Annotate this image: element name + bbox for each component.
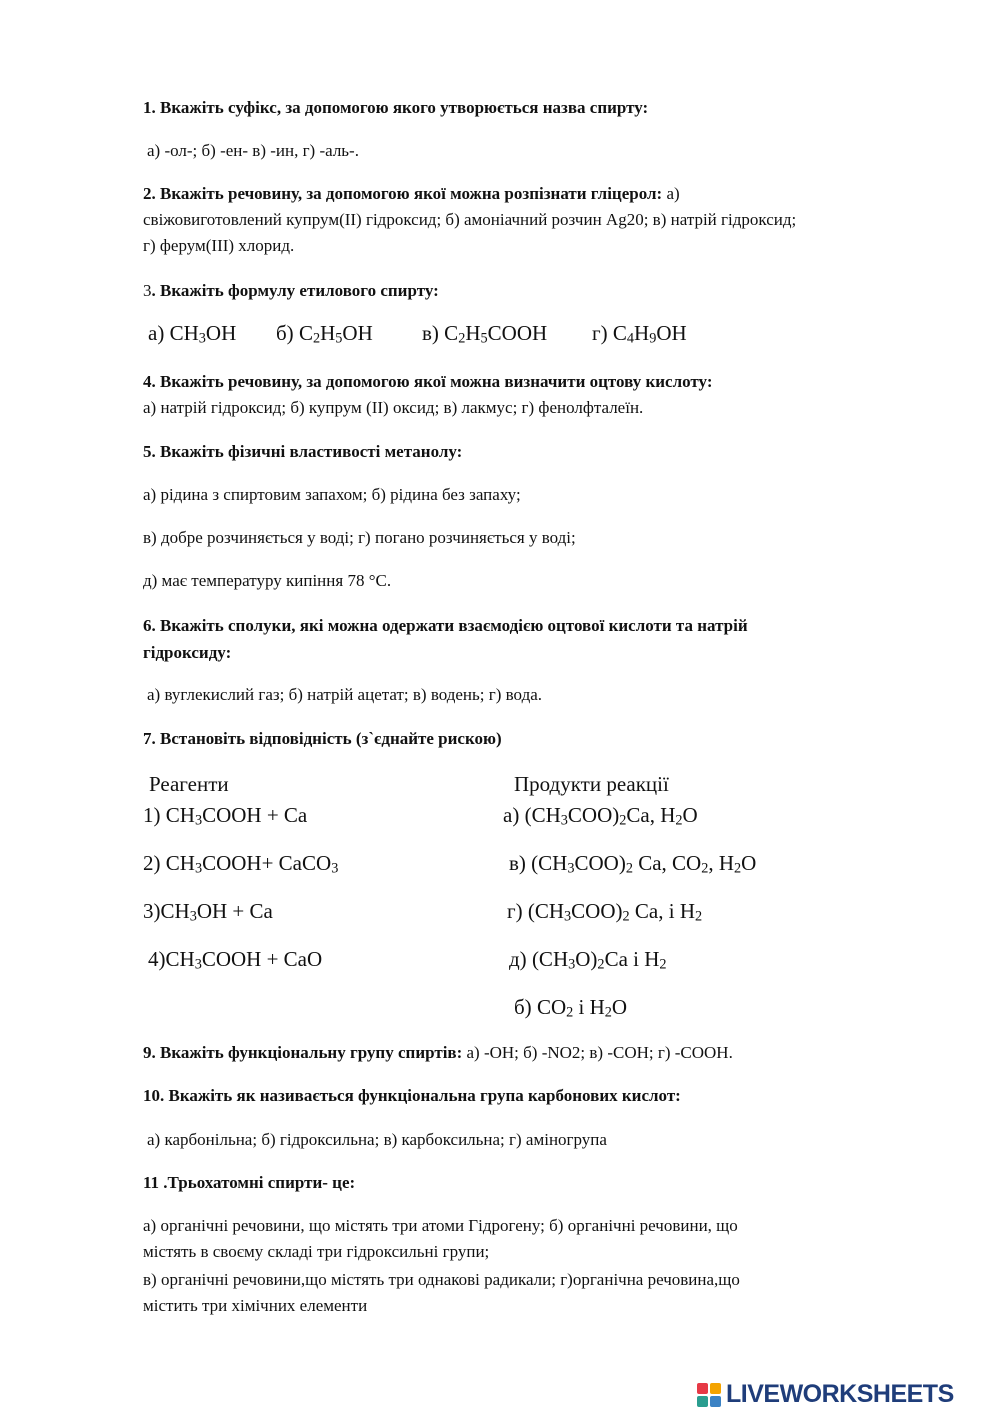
question-1-title: 1. Вкажіть суфікс, за допомогою якого утворюється назва спирту: <box>143 98 649 117</box>
question-4-title: 4. Вкажіть речовину, за допомогою якої можна визначити оцтову кислоту: <box>143 372 713 391</box>
liveworksheets-logo-icon <box>697 1383 721 1407</box>
question-2-line-3: г) ферум(III) хлорид. <box>143 236 295 255</box>
question-5-line-1: а) рідина з спиртовим запахом; б) рідина без запаху; <box>143 485 521 504</box>
question-2-title: 2. Вкажіть речовину, за допомогою якої можна розпізнати гліцерол: <box>143 184 663 203</box>
question-9-options: а) -OH; б) -NO2; в) -COH; г) -COOH. <box>462 1043 733 1062</box>
question-10-title: 10. Вкажіть як називається функціональна група карбонових кислот: <box>143 1086 681 1105</box>
question-2-option-a: а) <box>662 184 680 203</box>
product-d[interactable]: д) $(CH_3O)_2Ca$ і $H_2$ <box>509 947 667 973</box>
liveworksheets-logo <box>697 1380 954 1409</box>
question-1-options: а) -ол-; б) -ен- в) -ин, г) -аль-. <box>147 141 359 160</box>
question-11-line-2: містять в своєму складі три гідроксильні групи; <box>143 1242 490 1261</box>
question-11-line-1: а) органічні речовини, що містять три атоми Гідрогену; б) органічні речовини, що <box>143 1216 738 1235</box>
reagent-number: 2) <box>143 851 161 875</box>
reagent-2[interactable]: 2) $CH_3COOH+$ CaCO$_3$ <box>143 851 339 877</box>
product-g[interactable]: г) $(CH_3COO)_2$ Ca, і $H_2$ <box>507 899 703 925</box>
question-2-line-1 <box>143 184 680 204</box>
question-6-title-line-2: гідроксиду: <box>143 643 232 662</box>
product-letter: в) <box>509 851 526 875</box>
product-letter: д) <box>509 947 527 971</box>
question-3-title <box>143 281 439 301</box>
question-3-option-b: б) $C_2H_5OH$ <box>276 321 373 347</box>
question-3-title-text: . Вкажіть формулу етилового спирту: <box>151 281 439 300</box>
question-3-option-d: г) $C_4H_9OH$ <box>592 321 687 347</box>
liveworksheets-brand: LIVEWORKSHEETS <box>726 1380 954 1408</box>
reagent-number: 1) <box>143 803 161 827</box>
reagent-1[interactable]: 1) $CH_3COOH + Ca$ <box>143 803 308 829</box>
reagent-number: 3) <box>143 899 161 923</box>
question-7-title: 7. Встановіть відповідність (з`єднайте рискою) <box>143 729 502 748</box>
reagents-header: Реагенти <box>149 772 229 796</box>
logo-square <box>697 1383 708 1394</box>
product-letter: г) <box>507 899 523 923</box>
product-letter: б) <box>514 995 532 1019</box>
product-letter: а) <box>503 803 520 827</box>
option-letter: а) <box>148 321 165 345</box>
question-4-options: а) натрій гідроксид; б) купрум (II) оксид; в) лакмус; г) фенолфталеїн. <box>143 398 644 417</box>
question-11-line-4: містить три хімічних елементи <box>143 1296 368 1315</box>
reagent-4[interactable]: $4)CH_3COOH$ + CaO <box>148 947 323 973</box>
question-3-number: 3 <box>143 281 152 300</box>
reagent-3[interactable]: $3)CH_3OH + Ca$ <box>143 899 273 925</box>
question-10-options: а) карбонільна; б) гідроксильна; в) карбоксильна; г) аміногрупа <box>147 1130 607 1149</box>
product-a[interactable]: а) $(CH_3COO)_2Ca$, $H_2O$ <box>503 803 698 829</box>
question-3-option-a: а) $CH_3OH$ <box>148 321 237 347</box>
question-5-title: 5. Вкажіть фізичні властивості метанолу: <box>143 442 463 461</box>
question-11-line-3: в) органічні речовини,що містять три однакові радикали; г)органічна речовина,що <box>143 1270 740 1289</box>
option-letter: г) <box>592 321 608 345</box>
question-9-title: 9. Вкажіть функціональну групу спиртів: <box>143 1043 463 1062</box>
reagent-number: 4) <box>148 947 166 971</box>
question-5-line-3: д) має температуру кипіння 78 °С. <box>143 571 392 590</box>
option-letter: в) <box>422 321 439 345</box>
logo-square <box>710 1383 721 1394</box>
product-v[interactable]: в) $(CH_3COO)_2$ Ca, $CO_2$, $H_2O$ <box>509 851 757 877</box>
question-6-title-line-1: 6. Вкажіть сполуки, які можна одержати взаємодією оцтової кислоти та натрій <box>143 616 748 635</box>
products-header: Продукти реакції <box>514 772 669 796</box>
option-letter: б) <box>276 321 294 345</box>
question-5-line-2: в) добре розчиняється у воді; г) погано розчиняється у воді; <box>143 528 576 547</box>
question-11-title: 11 .Трьохатомні спирти- це: <box>143 1173 356 1192</box>
question-6-options: а) вуглекислий газ; б) натрій ацетат; в) водень; г) вода. <box>147 685 543 704</box>
question-3-option-c: в) $C_2H_5COOH$ <box>422 321 548 347</box>
question-2-line-2: свіжовиготовлений купрум(II) гідроксид; б) амоніачний розчин Ag20; в) натрій гідроксид; <box>143 210 797 229</box>
logo-square <box>710 1396 721 1407</box>
logo-square <box>697 1396 708 1407</box>
product-b[interactable]: б) $CO_2$ і $H_2O$ <box>514 995 628 1021</box>
question-9 <box>143 1043 733 1063</box>
